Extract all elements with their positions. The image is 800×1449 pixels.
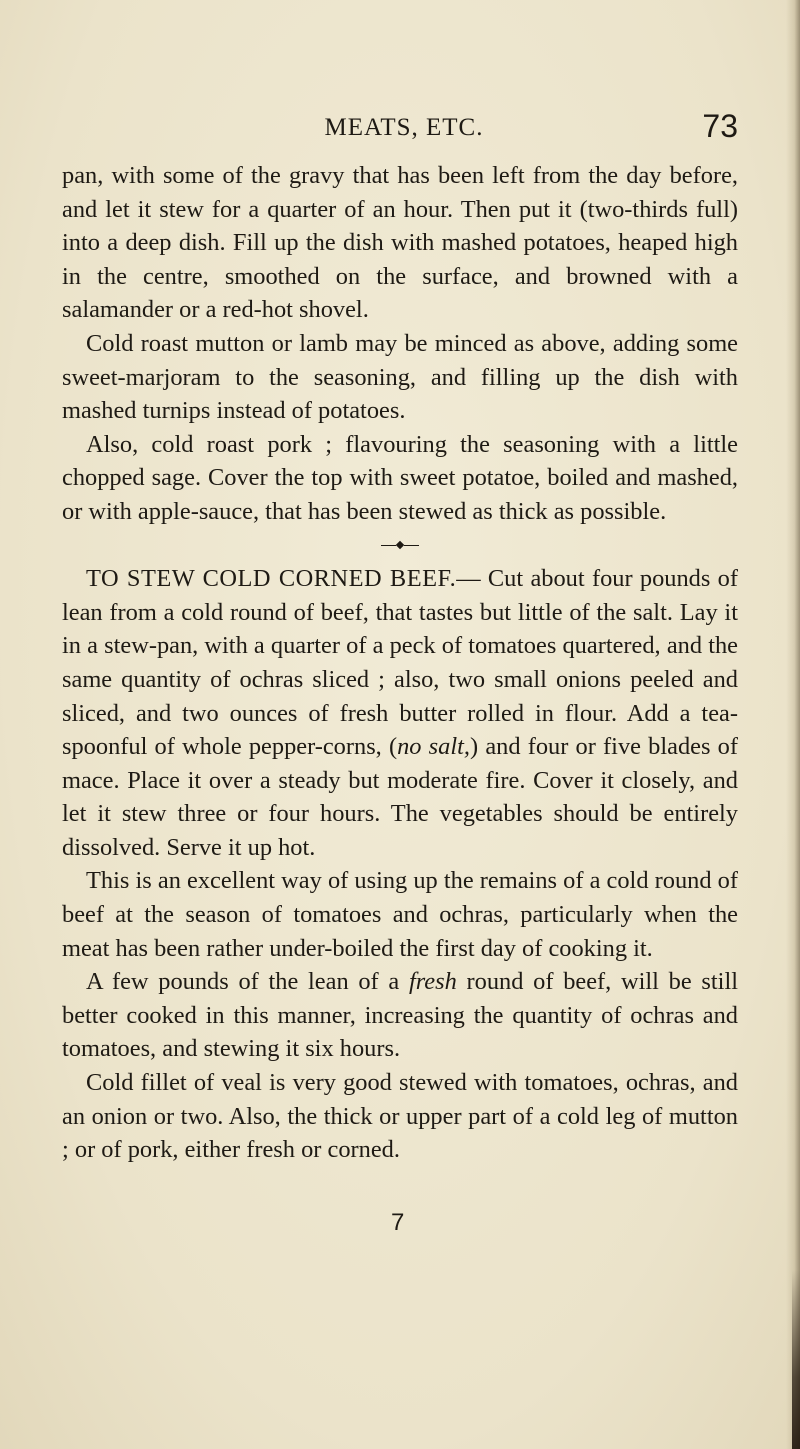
paragraph-excellent-way: This is an excellent way of using up the remains of a cold round of beef at the season of tomatoes and ochras, particularly when the meat has been rather under-boiled the first day of cooking it. xyxy=(62,867,738,962)
paragraph-cold-fillet: Cold fillet of veal is very good stewed with tomatoes, ochras, and an onion or two. Also, the thick or upper part of a cold leg of mutton ; or of pork, either fresh or corned. xyxy=(62,1069,738,1164)
recipe-text-italic: no salt, xyxy=(397,733,471,761)
paragraph-mutton: Cold roast mutton or lamb may be minced as above, adding some sweet-marjoram to the seasoning, and filling up the dish with mashed turnips instead of potatoes. xyxy=(62,329,738,425)
page-number: 73 xyxy=(702,108,738,144)
page-header xyxy=(0,108,800,148)
recipe-text-part-1: — Cut about four pounds of lean from a cold round of beef, that tastes but little of the salt. Lay it in a stew-pan, with a quarter of a peck of tomatoes quartered, and the same quantity of ochras sliced ; also, two small onions peeled and sliced, and two ounces of fresh butter rolled in flour. Add a tea-spoonful of whole pepper-corns, ( xyxy=(62,565,738,761)
page-binding-shadow xyxy=(792,1270,800,1449)
divider-rule-left xyxy=(381,545,396,546)
recipe-text-part-2: ) and four or five blades of mace. Place it over a steady but moderate fire. Cover it closely, and let it stew three or four hours. The vegetables should be entirely dissolved. Serve it up hot. xyxy=(62,733,738,861)
paragraph-continuation: pan, with some of the gravy that has been left from the day before, and let it stew for a quarter of an hour. Then put it (two-thirds full) into a deep dish. Fill up the dish with mashed potatoes, heaped high in the centre, smoothed on the surface, and browned with a salamander or a red-hot shovel. xyxy=(62,162,738,324)
fresh-round-text-part-1: A few pounds of the lean of a xyxy=(86,968,409,996)
divider-rule-right xyxy=(404,545,419,546)
paragraph-stew-corned-beef xyxy=(62,562,738,864)
body-text xyxy=(62,159,738,1167)
fresh-round-italic: fresh xyxy=(408,968,457,996)
running-title: MEATS, ETC. xyxy=(324,114,484,141)
paragraph-pork: Also, cold roast pork ; flavouring the seasoning with a little chopped sage. Cover the top with sweet potatoe, boiled and mashed, or with apple-sauce, that has been stewed as thick as possible. xyxy=(62,430,738,525)
recipe-title: TO STEW COLD CORNED BEEF. xyxy=(86,565,457,593)
fresh-round-text-part-2: round of beef, will be still better cooked in this manner, increasing the quantity of ochras and tomatoes, and stewing it six hours. xyxy=(62,968,738,1063)
signature-mark: 7 xyxy=(391,1209,405,1236)
page-edge-shadow xyxy=(786,0,800,1449)
section-divider xyxy=(62,529,738,563)
paragraph-fresh-round xyxy=(62,965,738,1066)
divider-ornament xyxy=(396,541,404,549)
